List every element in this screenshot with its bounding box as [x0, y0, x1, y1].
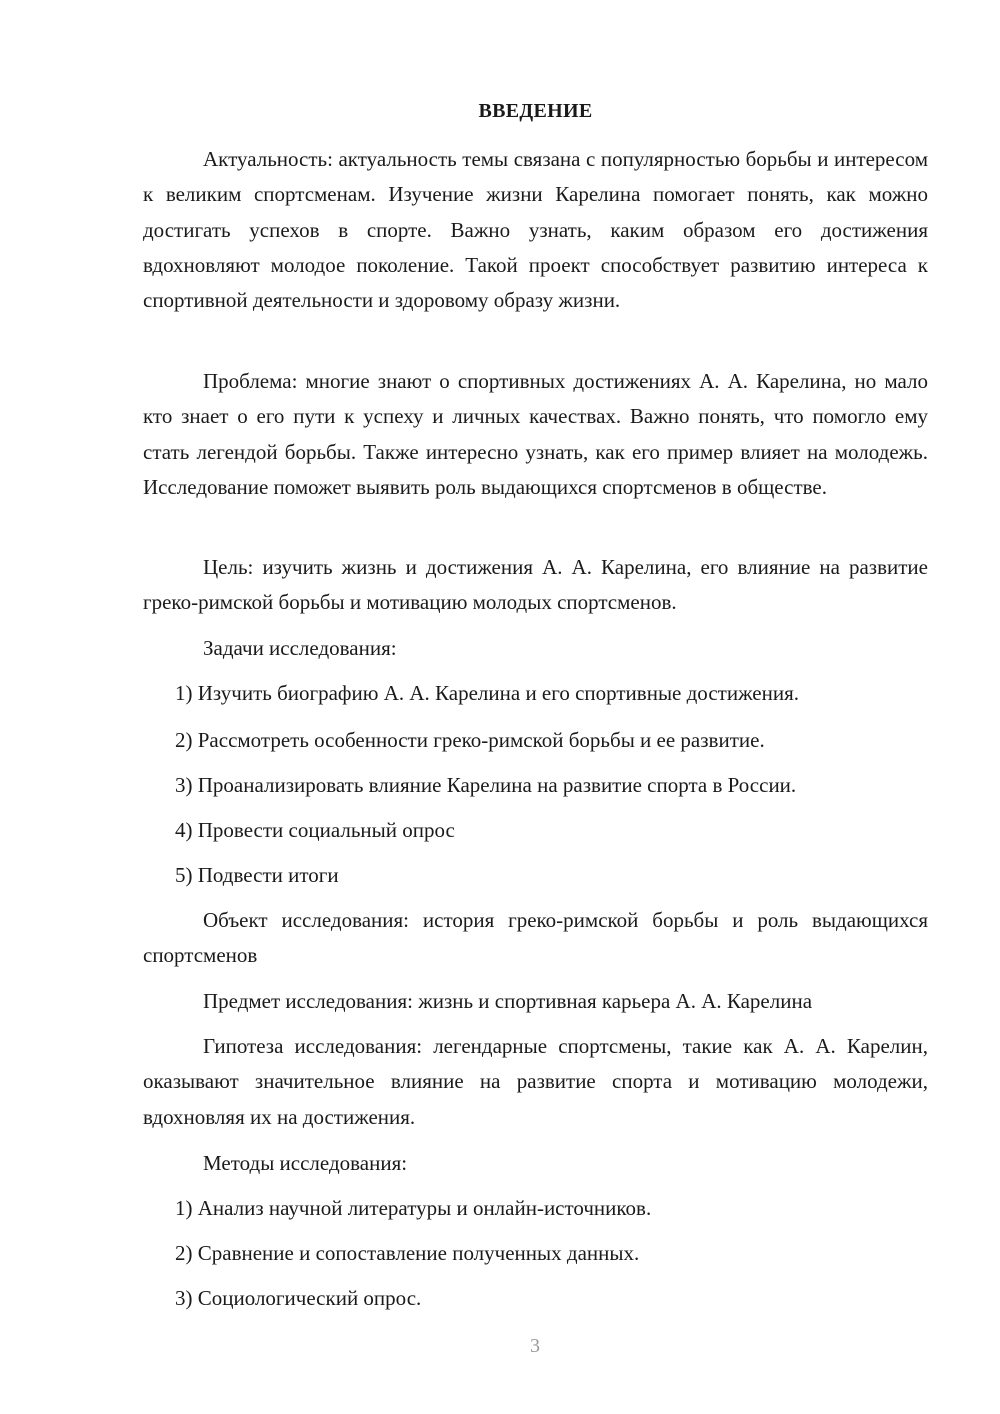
task-item: 3) Проанализировать влияние Карелина на развитие спорта в России. — [175, 773, 797, 797]
task-item: 2) Рассмотреть особенности греко-римской борьбы и ее развитие. — [175, 728, 765, 752]
object-paragraph: Объект исследования: история греко-римской борьбы и роль выдающихся спортсменов — [143, 908, 928, 968]
methods-heading: Методы исследования: — [203, 1151, 408, 1175]
subject-paragraph: Предмет исследования: жизнь и спортивная карьера А. А. Карелина — [203, 989, 813, 1013]
task-item: 5) Подвести итоги — [175, 863, 339, 887]
page-number: 3 — [530, 1335, 540, 1357]
method-item: 3) Социологический опрос. — [175, 1286, 422, 1310]
tasks-heading: Задачи исследования: — [203, 636, 397, 660]
relevance-paragraph: Актуальность: актуальность темы связана с популярностью борьбы и интересом к великим спортсменам. Изучение жизни Карелина помогает понять, как можно достигать успехов в спорте. Важно узнать, каким образом его достижения вдохновляют молодое поколение. Такой проект способствует развитию интереса к спортивной деятельности и здоровому образу жизни. — [143, 147, 928, 313]
method-item: 1) Анализ научной литературы и онлайн-источников. — [175, 1196, 652, 1220]
task-item: 4) Провести социальный опрос — [175, 818, 455, 842]
task-item: 1) Изучить биографию А. А. Карелина и его спортивные достижения. — [175, 681, 800, 705]
method-item: 2) Сравнение и сопоставление полученных данных. — [175, 1241, 640, 1265]
hypothesis-paragraph: Гипотеза исследования: легендарные спортсмены, такие как А. А. Карелин, оказывают значительное влияние на развитие спорта и мотивацию молодежи, вдохновляя их на достижения. — [143, 1034, 928, 1129]
problem-paragraph: Проблема: многие знают о спортивных достижениях А. А. Карелина, но мало кто знает о его пути к успеху и личных качествах. Важно понять, что помогло ему стать легендой борьбы. Также интересно узнать, как его пример влияет на молодежь. Исследование поможет выявить роль выдающихся спортсменов в обществе. — [143, 369, 928, 499]
page-title: ВВЕДЕНИЕ — [478, 100, 593, 122]
goal-paragraph: Цель: изучить жизнь и достижения А. А. Карелина, его влияние на развитие греко-римской борьбы и мотивацию молодых спортсменов. — [143, 555, 928, 615]
